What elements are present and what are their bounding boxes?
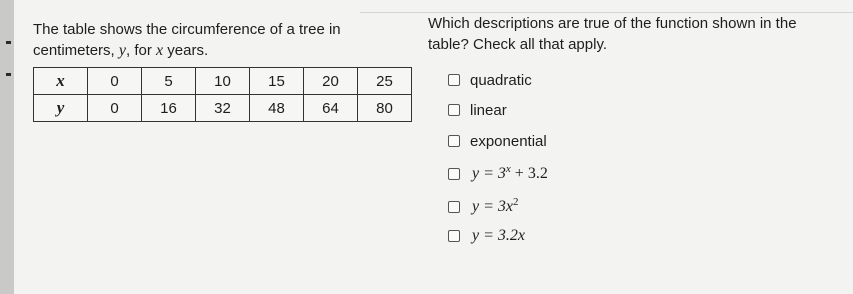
checkbox[interactable] [448, 74, 460, 86]
option-linear[interactable] [448, 100, 507, 120]
edge-marker [6, 41, 11, 44]
option-label: linear [470, 101, 507, 119]
checkbox[interactable] [448, 201, 460, 213]
table-cell: 5 [142, 68, 196, 95]
checkbox[interactable] [448, 230, 460, 242]
table-cell: 80 [358, 95, 412, 122]
option-label: quadratic [470, 71, 532, 89]
y-header: y [34, 95, 88, 122]
option-equation-quadratic[interactable] [448, 197, 519, 217]
values-table [33, 67, 412, 122]
edge-marker [6, 73, 11, 76]
option-label: exponential [470, 132, 547, 150]
option-exponential[interactable] [448, 131, 547, 151]
left-edge-bar [0, 0, 14, 294]
option-label: y = 3.2x [472, 227, 525, 244]
checkbox[interactable] [448, 168, 460, 180]
question-line-2: table? Check all that apply. [428, 36, 607, 53]
table-cell: 25 [358, 68, 412, 95]
table-cell: 32 [196, 95, 250, 122]
table-cell: 64 [304, 95, 358, 122]
prompt-line-1: The table shows the circumference of a tree in [33, 21, 341, 38]
option-label: $y = 3x^2$ [472, 196, 519, 215]
option-equation-linear[interactable] [448, 226, 525, 246]
table-cell: 10 [196, 68, 250, 95]
table-cell: 16 [142, 95, 196, 122]
question [428, 13, 848, 55]
checkbox[interactable] [448, 104, 460, 116]
question-line-1: Which descriptions are true of the function shown in the [428, 15, 797, 32]
table-cell: 0 [88, 68, 142, 95]
table-cell: 20 [304, 68, 358, 95]
option-label: $y = 3^x + 3.2$ [472, 163, 548, 182]
table-cell: 48 [250, 95, 304, 122]
table-row-x [34, 68, 412, 95]
prompt-line-2: centimeters, y, for x years. [33, 42, 209, 59]
table-cell: 15 [250, 68, 304, 95]
checkbox[interactable] [448, 135, 460, 147]
problem-statement [33, 19, 423, 61]
option-equation-exponential[interactable] [448, 164, 548, 184]
table-row-y [34, 95, 412, 122]
option-quadratic[interactable] [448, 70, 532, 90]
table-cell: 0 [88, 95, 142, 122]
x-header: x [34, 68, 88, 95]
